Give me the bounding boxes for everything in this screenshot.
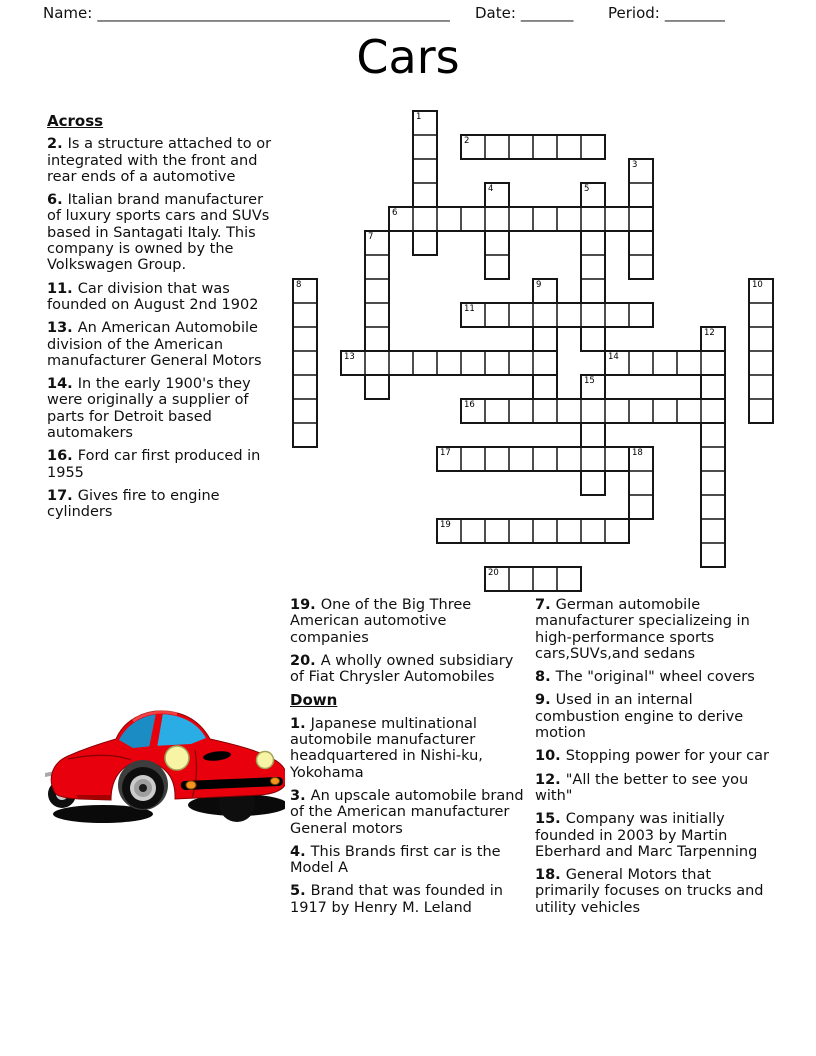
grid-cell[interactable] [484,302,510,328]
grid-cell[interactable] [364,278,390,304]
grid-cell[interactable] [292,326,318,352]
clue-19: 19. One of the Big Three American automotive companies [290,597,472,646]
grid-cell[interactable] [580,278,606,304]
clues-column-left [47,111,281,528]
grid-cell[interactable] [364,254,390,280]
grid-cell[interactable] [628,254,654,280]
clue-18: 18. General Motors that primarily focuses on trucks and utility vehicles [535,867,764,916]
grid-cell[interactable] [532,566,558,592]
clue-15: 15. Company was initially founded in 2003 by Martin Eberhard and Marc Tarpenning [535,811,758,860]
grid-cell[interactable] [412,134,438,160]
grid-cell[interactable] [748,350,774,376]
grid-cell[interactable] [340,350,366,376]
cell-number: 13 [344,352,355,362]
grid-cell[interactable] [628,182,654,208]
date-blank-line[interactable]: _______ [520,4,574,22]
cell-number: 19 [440,520,451,530]
clue-7: 7. German automobile manufacturer specializeing in high-performance sports cars,SUVs,and sedans [535,597,750,662]
period-label: Period: [608,4,660,22]
cell-number: 5 [584,184,590,194]
clue-13: 13. An American Automobile division of the American manufacturer General Motors [47,320,262,369]
cell-number: 8 [296,280,302,290]
grid-cell[interactable] [604,398,630,424]
grid-cell[interactable] [532,350,558,376]
grid-cell[interactable] [532,278,558,304]
car-headlight-right [257,752,274,769]
grid-cell[interactable] [364,350,390,376]
grid-cell[interactable] [364,302,390,328]
grid-cell[interactable] [508,518,534,544]
car-headlight-left [165,746,189,770]
grid-cell[interactable] [748,302,774,328]
name-blank-line[interactable]: _______________________________________________ [97,4,450,22]
grid-cell[interactable] [436,518,462,544]
cell-number: 17 [440,448,451,458]
grid-cell[interactable] [700,470,726,496]
grid-cell[interactable] [580,518,606,544]
grid-cell[interactable] [508,398,534,424]
grid-cell[interactable] [556,302,582,328]
grid-cell[interactable] [580,134,606,160]
grid-cell[interactable] [484,398,510,424]
grid-cell[interactable] [364,326,390,352]
grid-cell[interactable] [412,158,438,184]
grid-cell[interactable] [556,206,582,232]
grid-cell[interactable] [604,518,630,544]
grid-cell[interactable] [580,230,606,256]
car-signal-right [271,778,280,785]
grid-cell[interactable] [292,422,318,448]
grid-cell[interactable] [556,566,582,592]
grid-cell[interactable] [700,350,726,376]
cell-number: 10 [752,280,763,290]
grid-cell[interactable] [532,206,558,232]
grid-cell[interactable] [580,206,606,232]
grid-cell[interactable] [436,206,462,232]
grid-cell[interactable] [604,206,630,232]
grid-cell[interactable] [436,350,462,376]
clue-2: 2. Is a structure attached to or integrated with the front and rear ends of a automotive [47,136,272,185]
cell-number: 11 [464,304,475,314]
clue-8: 8. The "original" wheel covers [535,669,755,686]
grid-cell[interactable] [460,446,486,472]
grid-cell[interactable] [436,446,462,472]
grid-cell[interactable] [628,230,654,256]
grid-cell[interactable] [364,230,390,256]
grid-cell[interactable] [508,134,534,160]
grid-cell[interactable] [484,206,510,232]
grid-cell[interactable] [412,182,438,208]
grid-cell[interactable] [532,302,558,328]
grid-cell[interactable] [580,446,606,472]
cell-number: 18 [632,448,643,458]
clue-16: 16. Ford car first produced in 1955 [47,448,261,481]
grid-cell[interactable] [748,398,774,424]
grid-cell[interactable] [412,350,438,376]
cell-number: 1 [416,112,422,122]
grid-cell[interactable] [292,278,318,304]
clue-3: 3. An upscale automobile brand of the American manufacturer General motors [290,787,524,837]
clue-14: 14. In the early 1900's they were originally a supplier of parts for Detroit based automakers [47,376,251,442]
grid-cell[interactable] [460,398,486,424]
grid-cell[interactable] [388,350,414,376]
grid-cell[interactable] [580,398,606,424]
grid-cell[interactable] [484,230,510,256]
grid-cell[interactable] [556,134,582,160]
car-main-hub-center [139,784,147,792]
clues-column-right [535,597,780,923]
cell-number: 20 [488,568,499,578]
grid-cell[interactable] [628,494,654,520]
grid-cell[interactable] [292,398,318,424]
grid-cell[interactable] [700,422,726,448]
grid-cell[interactable] [364,374,390,400]
period-blank-line[interactable]: ________ [664,4,725,22]
grid-cell[interactable] [412,230,438,256]
grid-cell[interactable] [292,374,318,400]
grid-cell[interactable] [532,134,558,160]
grid-cell[interactable] [532,446,558,472]
grid-cell[interactable] [580,254,606,280]
grid-cell[interactable] [484,182,510,208]
grid-cell[interactable] [532,374,558,400]
grid-cell[interactable] [700,518,726,544]
clue-12: 12. "All the better to see you with" [535,771,749,804]
grid-cell[interactable] [556,446,582,472]
grid-cell[interactable] [292,350,318,376]
grid-cell[interactable] [388,206,414,232]
grid-cell[interactable] [508,206,534,232]
grid-cell[interactable] [556,398,582,424]
clue-1: 1. Japanese multinational automobile manufacturer headquartered in Nishi-ku, Yokohama [290,715,483,781]
grid-cell[interactable] [652,398,678,424]
grid-cell[interactable] [412,206,438,232]
grid-cell[interactable] [748,278,774,304]
grid-cell[interactable] [652,350,678,376]
grid-cell[interactable] [532,518,558,544]
cell-number: 16 [464,400,475,410]
grid-cell[interactable] [700,374,726,400]
grid-cell[interactable] [628,302,654,328]
clue-11: 11. Car division that was founded on August 2nd 1902 [47,280,259,313]
grid-cell[interactable] [484,566,510,592]
grid-cell[interactable] [580,182,606,208]
clue-17: 17. Gives fire to engine cylinders [47,487,220,521]
cell-number: 6 [392,208,398,218]
grid-cell[interactable] [748,374,774,400]
grid-cell[interactable] [460,350,486,376]
grid-cell[interactable] [628,470,654,496]
grid-cell[interactable] [628,350,654,376]
name-label: Name: [43,4,93,22]
across-heading: Across [47,112,104,130]
grid-cell[interactable] [580,374,606,400]
grid-cell[interactable] [604,302,630,328]
grid-cell[interactable] [484,350,510,376]
clue-5: 5. Brand that was founded in 1917 by Henry M. Leland [290,883,503,916]
grid-cell[interactable] [676,350,702,376]
crossword-grid [292,110,774,592]
clue-20: 20. A wholly owned subsidiary of Fiat Chrysler Automobiles [290,652,514,686]
grid-cell[interactable] [508,302,534,328]
clue-4: 4. This Brands first car is the Model A [290,843,501,877]
car-signal-left [186,781,196,789]
cell-number: 3 [632,160,638,170]
grid-cell[interactable] [628,158,654,184]
car-illustration [45,698,285,833]
grid-cell[interactable] [628,446,654,472]
grid-cell[interactable] [508,566,534,592]
puzzle-title: Cars [356,30,460,84]
down-heading: Down [290,691,338,710]
grid-cell[interactable] [556,518,582,544]
cell-number: 2 [464,136,470,146]
grid-cell[interactable] [580,326,606,352]
cell-number: 9 [536,280,542,290]
grid-cell[interactable] [460,134,486,160]
grid-cell[interactable] [532,326,558,352]
clues-column-middle [290,597,528,923]
grid-cell[interactable] [532,398,558,424]
grid-cell[interactable] [484,134,510,160]
clue-9: 9. Used in an internal combustion engine to derive motion [535,692,744,742]
grid-cell[interactable] [700,398,726,424]
grid-cell[interactable] [700,542,726,568]
grid-cell[interactable] [604,446,630,472]
date-field [475,4,573,22]
grid-cell[interactable] [484,254,510,280]
cell-number: 4 [488,184,494,194]
grid-cell[interactable] [412,110,438,136]
grid-cell[interactable] [484,518,510,544]
grid-cell[interactable] [580,422,606,448]
grid-cell[interactable] [508,350,534,376]
grid-cell[interactable] [484,446,510,472]
grid-cell[interactable] [508,446,534,472]
cell-number: 15 [584,376,595,386]
grid-cell[interactable] [292,302,318,328]
clue-6: 6. Italian brand manufacturer of luxury sports cars and SUVs based in Santagati Italy. This company is owned by the Volkswagen Group. [47,192,270,274]
cell-number: 7 [368,232,374,242]
grid-cell[interactable] [460,206,486,232]
clue-10: 10. Stopping power for your car [535,748,769,765]
name-field [43,4,450,22]
cell-number: 14 [608,352,619,362]
grid-cell[interactable] [628,398,654,424]
grid-cell[interactable] [628,206,654,232]
grid-cell[interactable] [676,398,702,424]
cell-number: 12 [704,328,715,338]
period-field [608,4,725,22]
grid-cell[interactable] [700,446,726,472]
grid-cell[interactable] [460,518,486,544]
grid-cell[interactable] [580,470,606,496]
grid-cell[interactable] [700,326,726,352]
grid-cell[interactable] [460,302,486,328]
date-label: Date: [475,4,516,22]
grid-cell[interactable] [580,302,606,328]
grid-cell[interactable] [748,326,774,352]
grid-cell[interactable] [700,494,726,520]
grid-cell[interactable] [604,350,630,376]
